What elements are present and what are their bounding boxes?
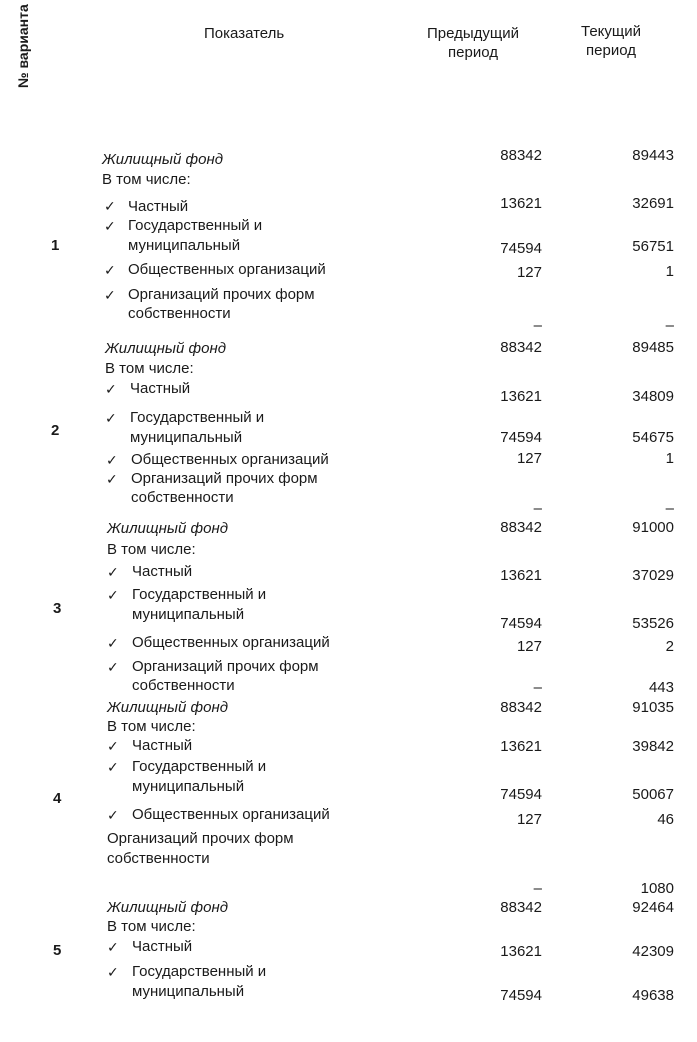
check-icon: ✓ <box>107 939 119 955</box>
row-label: Общественных организаций <box>132 634 330 651</box>
row-prev-value: 127 <box>516 264 542 281</box>
row-cur-value: 39842 <box>632 738 674 755</box>
including-label: В том числе: <box>102 171 191 188</box>
row-label-continued: собственности <box>132 677 235 694</box>
row-prev-value: 127 <box>516 811 542 828</box>
row-label: Частный <box>132 938 193 955</box>
row-label: Государственный и <box>132 758 267 775</box>
row-cur-value: 46 <box>657 811 674 828</box>
row-cur-value: 49638 <box>632 987 674 1004</box>
check-icon: ✓ <box>107 964 119 980</box>
row-label: Общественных организаций <box>131 451 329 468</box>
row-prev-value: 13621 <box>500 567 542 584</box>
row-label-continued: собственности <box>131 489 234 506</box>
including-label: В том числе: <box>107 918 196 935</box>
prev-period-column-header: Предыдущий период <box>426 25 520 61</box>
housing-fund-cur: 89443 <box>632 147 674 164</box>
check-icon: ✓ <box>107 564 119 580</box>
row-cur-value: 443 <box>648 679 674 696</box>
row-label: Государственный и <box>128 217 263 234</box>
row-prev-value: 74594 <box>500 615 542 632</box>
row-cur-value: 1 <box>665 263 674 280</box>
row-label-continued: муниципальный <box>130 429 243 446</box>
check-icon: ✓ <box>104 218 116 234</box>
row-label: Государственный и <box>132 963 267 980</box>
cur-period-column-header: Текущий период <box>581 23 641 59</box>
row-label-continued: муниципальный <box>132 983 245 1000</box>
row-cur-value: 1 <box>665 450 674 467</box>
row-cur-value: 32691 <box>632 195 674 212</box>
row-cur-value: 34809 <box>632 388 674 405</box>
row-label: Организаций прочих форм <box>131 470 318 487</box>
housing-fund-prev: 88342 <box>500 699 542 716</box>
row-prev-value: 13621 <box>500 388 542 405</box>
check-icon: ✓ <box>107 587 119 603</box>
check-icon: ✓ <box>107 635 119 651</box>
variant-number: 4 <box>53 790 62 807</box>
row-cur-value: 37029 <box>632 567 674 584</box>
row-label: Частный <box>128 198 189 215</box>
housing-fund-title: Жилищный фонд <box>107 699 229 716</box>
housing-fund-cur: 89485 <box>632 339 674 356</box>
row-label-continued: муниципальный <box>128 237 241 254</box>
row-prev-value: 74594 <box>500 240 542 257</box>
row-label-continued: муниципальный <box>132 606 245 623</box>
row-prev-value: 74594 <box>500 786 542 803</box>
check-icon: ✓ <box>105 381 117 397</box>
check-icon: ✓ <box>107 659 119 675</box>
row-label: Общественных организаций <box>132 806 330 823</box>
row-prev-value: 13621 <box>500 195 542 212</box>
row-prev-value: 74594 <box>500 987 542 1004</box>
housing-fund-title: Жилищный фонд <box>107 520 229 537</box>
row-label: Организаций прочих форм <box>128 286 315 303</box>
row-label-continued: собственности <box>128 305 231 322</box>
variant-column-header: № варианта <box>15 4 31 88</box>
row-prev-value: 13621 <box>500 738 542 755</box>
variant-number: 1 <box>51 237 60 254</box>
including-label: В том числе: <box>105 360 194 377</box>
row-label: Государственный и <box>132 586 267 603</box>
row-label: Частный <box>132 737 193 754</box>
variant-number: 5 <box>53 942 62 959</box>
housing-fund-prev: 88342 <box>500 147 542 164</box>
indicator-column-header: Показатель <box>204 25 285 42</box>
housing-fund-cur: 92464 <box>632 899 674 916</box>
row-prev-value: – <box>533 317 542 334</box>
row-label: Государственный и <box>130 409 265 426</box>
row-label: Частный <box>130 380 191 397</box>
row-cur-value: 1080 <box>640 880 674 897</box>
housing-fund-cur: 91000 <box>632 519 674 536</box>
check-icon: ✓ <box>106 471 118 487</box>
check-icon: ✓ <box>104 262 116 278</box>
row-label: Частный <box>132 563 193 580</box>
housing-fund-prev: 88342 <box>500 519 542 536</box>
row-prev-value: – <box>533 880 542 897</box>
row-cur-value: – <box>665 317 674 334</box>
housing-fund-prev: 88342 <box>500 899 542 916</box>
housing-fund-title: Жилищный фонд <box>107 899 229 916</box>
housing-fund-title: Жилищный фонд <box>105 340 227 357</box>
including-label: В том числе: <box>107 718 196 735</box>
row-prev-value: 127 <box>516 638 542 655</box>
row-cur-value: 53526 <box>632 615 674 632</box>
row-cur-value: 42309 <box>632 943 674 960</box>
check-icon: ✓ <box>104 287 116 303</box>
including-label: В том числе: <box>107 541 196 558</box>
check-icon: ✓ <box>105 410 117 426</box>
housing-fund-title: Жилищный фонд <box>102 151 224 168</box>
row-cur-value: 54675 <box>632 429 674 446</box>
row-cur-value: 50067 <box>632 786 674 803</box>
row-cur-value: 56751 <box>632 238 674 255</box>
housing-fund-cur: 91035 <box>632 699 674 716</box>
row-label: Организаций прочих форм <box>132 658 319 675</box>
row-prev-value: 127 <box>516 450 542 467</box>
row-prev-value: – <box>533 679 542 696</box>
check-icon: ✓ <box>107 759 119 775</box>
check-icon: ✓ <box>106 452 118 468</box>
check-icon: ✓ <box>104 198 116 214</box>
row-label: Организаций прочих форм <box>107 830 294 847</box>
row-cur-value: – <box>665 500 674 517</box>
row-label-continued: муниципальный <box>132 778 245 795</box>
row-prev-value: 74594 <box>500 429 542 446</box>
row-cur-value: 2 <box>665 638 674 655</box>
variant-number: 3 <box>53 600 62 617</box>
check-icon: ✓ <box>107 738 119 754</box>
row-prev-value: 13621 <box>500 943 542 960</box>
row-label-continued: собственности <box>107 850 210 867</box>
check-icon: ✓ <box>107 807 119 823</box>
housing-fund-prev: 88342 <box>500 339 542 356</box>
row-label: Общественных организаций <box>128 261 326 278</box>
row-prev-value: – <box>533 500 542 517</box>
variant-number: 2 <box>51 422 60 439</box>
